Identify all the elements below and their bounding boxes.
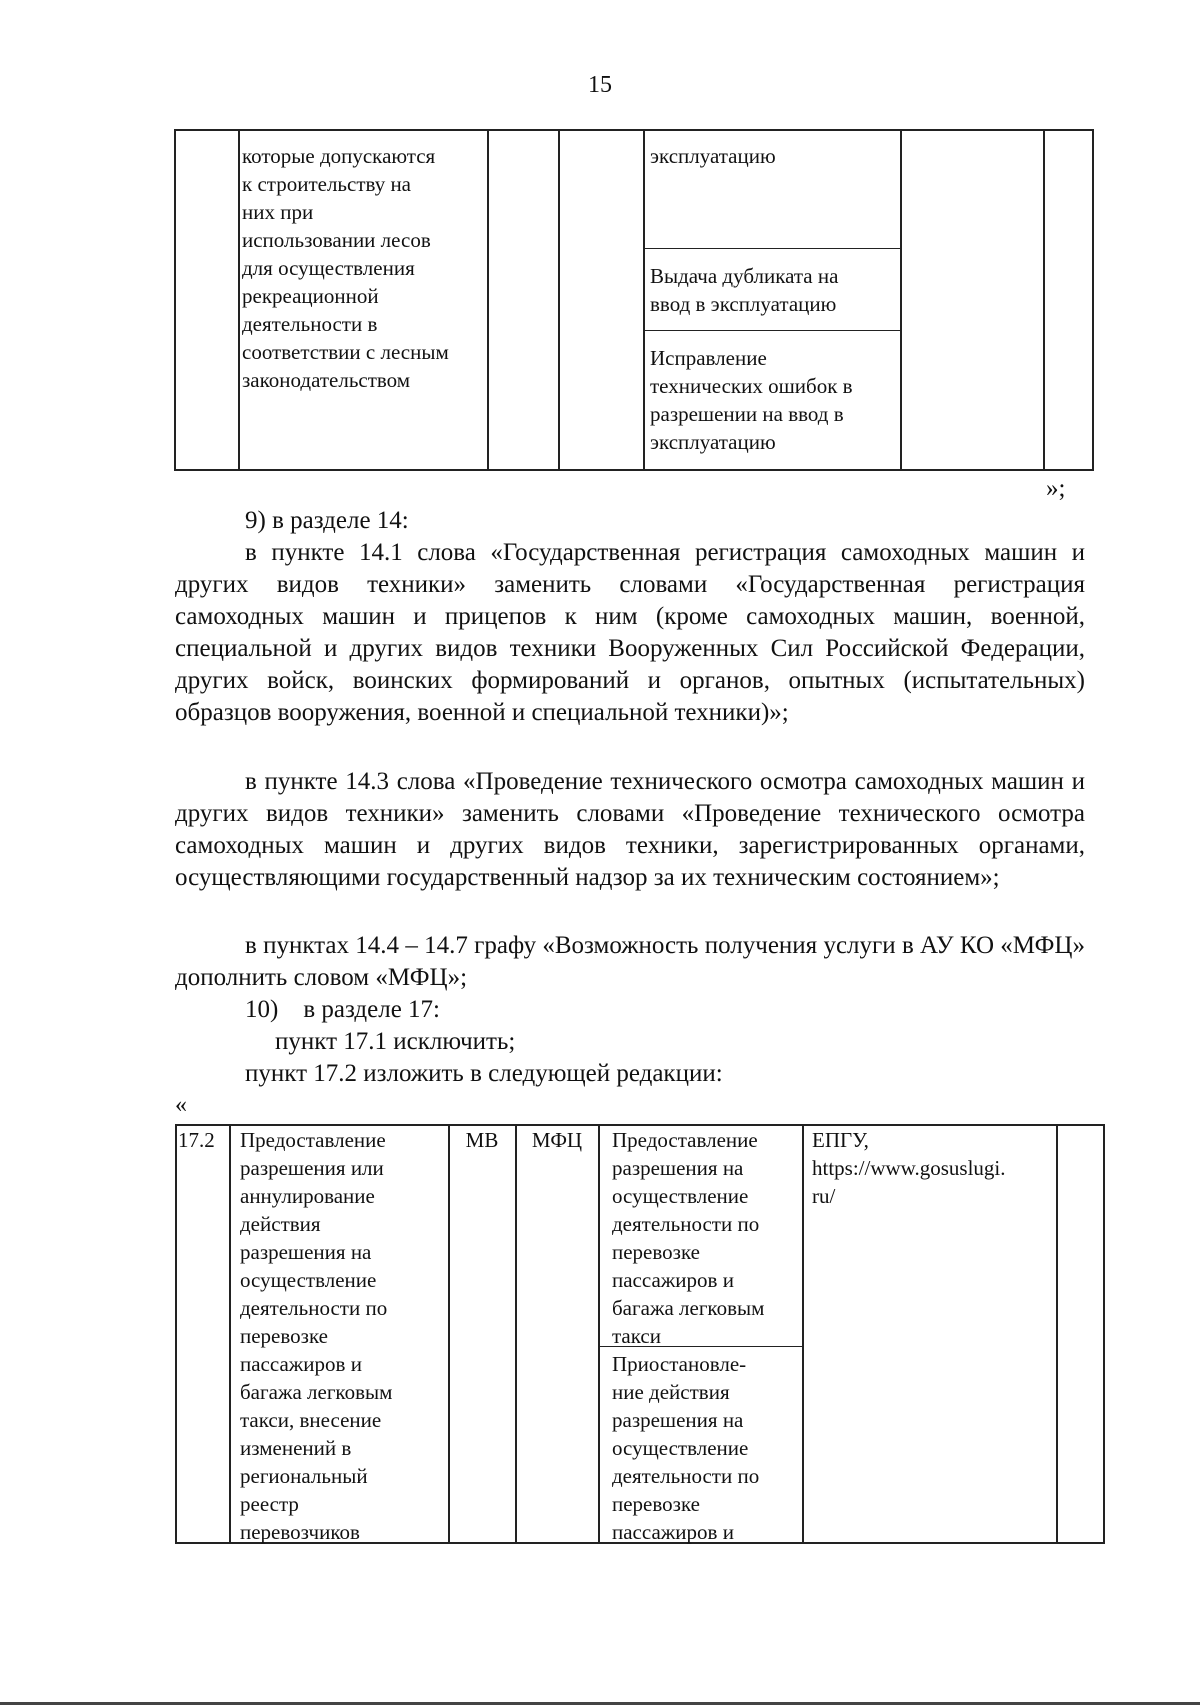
text-line: пассажиров и xyxy=(612,1268,734,1292)
text-line: осуществление xyxy=(612,1184,749,1208)
table-2-portal-cell xyxy=(812,1126,1054,1210)
text-line: изменений в xyxy=(240,1436,352,1460)
text-line: осуществление xyxy=(240,1268,377,1292)
paragraph-17-2: пункт 17.2 изложить в следующей редакции: xyxy=(245,1060,723,1087)
text-line: деятельности в xyxy=(242,312,378,336)
text-line: перевозке xyxy=(612,1492,700,1516)
text-line: деятельности по xyxy=(240,1296,388,1320)
table-2-mfc: МФЦ xyxy=(531,1128,583,1152)
text-line: эксплуатацию xyxy=(650,144,776,168)
text-line: деятельности по xyxy=(612,1212,760,1236)
table-1-subservice-1 xyxy=(650,142,898,170)
text-line: эксплуатацию xyxy=(650,430,776,454)
text-line: разрешения на xyxy=(240,1240,372,1264)
table-2-subservice-1 xyxy=(612,1126,800,1350)
paragraph-14-3: в пункте 14.3 слова «Проведение технического осмотра самоходных машин и других видов техники» заменить словами «Проведение технического осмотра самоходных машин и других видов техники, зарегистрированных органами, осуществляющими государственный надзор за их техническим состоянием»; xyxy=(175,768,1085,891)
text-line: багажа легковым xyxy=(612,1296,765,1320)
text-line: деятельности по xyxy=(612,1464,760,1488)
closing-quote: »; xyxy=(1046,475,1066,502)
portal-link[interactable]: https://www.gosuslugi. xyxy=(812,1156,1006,1180)
text-line: соответствии с лесным xyxy=(242,340,449,364)
text-line: разрешения или xyxy=(240,1156,384,1180)
text-line: реестр xyxy=(240,1492,299,1516)
text-line: для осуществления xyxy=(242,256,415,280)
table-2-number: 17.2 xyxy=(178,1128,215,1152)
text-line: Предоставление xyxy=(240,1128,386,1152)
text-line: перевозке xyxy=(240,1324,328,1348)
text-line: аннулирование xyxy=(240,1184,375,1208)
text-line: такси xyxy=(612,1324,661,1348)
text-line: разрешения на xyxy=(612,1156,744,1180)
text-line: ввод в эксплуатацию xyxy=(650,292,837,316)
text-line: действия xyxy=(240,1212,321,1236)
table-2-agency: МВ xyxy=(465,1128,499,1152)
text-line: которые допускаются xyxy=(242,144,436,168)
text-line: перевозчиков xyxy=(240,1520,360,1544)
text-line: использовании лесов xyxy=(242,228,431,252)
text-line: пассажиров и xyxy=(240,1352,362,1376)
text-line: осуществление xyxy=(612,1436,749,1460)
paragraph-14-1: в пункте 14.1 слова «Государственная регистрация самоходных машин и других видов техники» заменить словами «Государственная регистрация самоходных машин и прицепов к ним (кроме самоходных машин, военной, специальной и других видов техники Вооруженных Сил Российской Федерации, других войск, воинских формирований и органов, опытных (испытательных) образцов вооружения, военной и специальной техники)»; xyxy=(175,539,1085,726)
paragraph-14-4: в пунктах 14.4 – 14.7 графу «Возможность получения услуги в АУ КО «МФЦ» дополнить словом «МФЦ»; xyxy=(175,932,1085,991)
table-1-subservice-2 xyxy=(650,262,898,318)
text-line: багажа легковым xyxy=(240,1380,393,1404)
text-line: ние действия xyxy=(612,1380,730,1404)
portal-link-tail[interactable]: ru/ xyxy=(812,1184,836,1208)
text-line: пассажиров и xyxy=(612,1520,734,1544)
text-line: Выдача дубликата на xyxy=(650,264,839,288)
text-line: к строительству на xyxy=(242,172,412,196)
table-1-subservice-3 xyxy=(650,344,898,456)
text-line: законодательством xyxy=(242,368,411,392)
page-number: 15 xyxy=(588,72,612,98)
opening-quote: « xyxy=(175,1092,187,1118)
text-line: технических ошибок в xyxy=(650,374,853,398)
paragraph-section-17: 10) в разделе 17: xyxy=(245,996,440,1023)
paragraph-section-14: 9) в разделе 14: xyxy=(245,507,409,534)
text-line: рекреационной xyxy=(242,284,379,308)
paragraph-17-1: пункт 17.1 исключить; xyxy=(275,1028,516,1055)
text-line: региональный xyxy=(240,1464,368,1488)
text-line: них при xyxy=(242,200,314,224)
table-1-service-cell xyxy=(242,142,482,394)
text-line: такси, внесение xyxy=(240,1408,382,1432)
table-2-service-cell xyxy=(240,1126,446,1546)
text-line: ЕПГУ, xyxy=(812,1128,869,1152)
text-line: разрешения на xyxy=(612,1408,744,1432)
table-2-subservice-2 xyxy=(612,1350,800,1546)
text-line: Приостановле- xyxy=(612,1352,747,1376)
text-line: Предоставление xyxy=(612,1128,758,1152)
text-line: перевозке xyxy=(612,1240,700,1264)
scan-edge xyxy=(0,1702,1200,1705)
text-line: Исправление xyxy=(650,346,767,370)
text-line: разрешении на ввод в xyxy=(650,402,844,426)
